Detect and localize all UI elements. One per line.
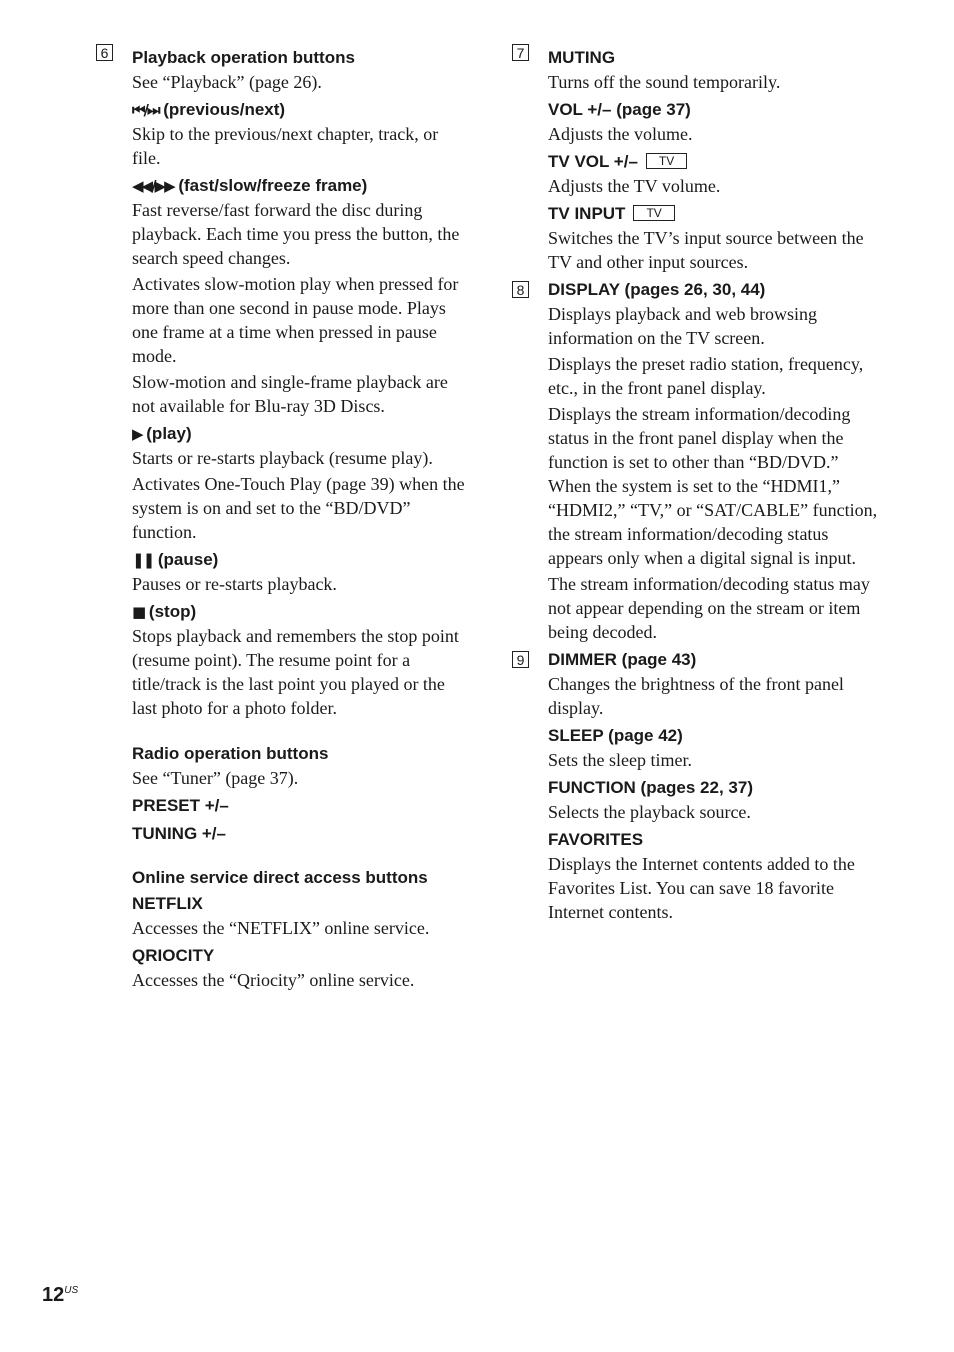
- netflix-heading: NETFLIX: [132, 894, 203, 913]
- section-number-7: 7: [512, 44, 529, 61]
- favorites-text: Displays the Internet contents added to the Favorites List. You can save 18 favorite Internet contents.: [548, 854, 855, 922]
- play-text-1: Starts or re-starts playback (resume play).: [132, 448, 433, 468]
- tvinput-heading: [548, 200, 884, 226]
- section-number-6: 6: [96, 44, 113, 61]
- section-number-8: 8: [512, 281, 529, 298]
- tvvol-label: TV VOL +/–: [548, 152, 638, 171]
- stop-heading: [132, 598, 468, 624]
- display-text-2: Displays the preset radio station, frequency, etc., in the front panel display.: [548, 354, 864, 398]
- fast-text-3: Slow-motion and single-frame playback are not available for Blu-ray 3D Discs.: [132, 372, 448, 416]
- prev-next-icon: ⏮/⏭: [132, 101, 159, 119]
- tvvol-text: Adjusts the TV volume.: [548, 176, 721, 196]
- stop-text: Stops playback and remembers the stop point (resume point). The resume point for a title/track is the last point you played or the last photo for a photo folder.: [132, 626, 459, 718]
- pause-icon: ❚❚: [132, 551, 154, 569]
- vol-heading: VOL +/– (page 37): [548, 100, 691, 119]
- page-number-value: 12: [42, 1284, 65, 1306]
- dimmer-heading: DIMMER (page 43): [548, 650, 697, 669]
- tv-badge: TV: [633, 205, 674, 221]
- pause-text: Pauses or re-starts playback.: [132, 574, 337, 594]
- dimmer-text: Changes the brightness of the front panel display.: [548, 674, 844, 718]
- fast-text-1: Fast reverse/fast forward the disc during playback. Each time you press the button, the search speed changes.: [132, 200, 460, 268]
- stop-icon: ■: [132, 603, 145, 621]
- display-text-1: Displays playback and web browsing information on the TV screen.: [548, 304, 817, 348]
- section-7: [512, 44, 884, 274]
- favorites-heading: FAVORITES: [548, 830, 644, 849]
- prevnext-label: (previous/next): [158, 100, 286, 119]
- right-column: [512, 44, 884, 926]
- rewind-forward-icon: ◀◀/▶▶: [132, 177, 174, 195]
- tuning-heading: TUNING +/–: [132, 824, 226, 843]
- section-number-9: 9: [512, 651, 529, 668]
- radio-see: See “Tuner” (page 37).: [132, 768, 299, 788]
- page-number: [42, 1284, 78, 1307]
- section-8: [512, 276, 884, 644]
- page-number-suffix: US: [64, 1285, 79, 1296]
- vol-text: Adjusts the volume.: [548, 124, 693, 144]
- netflix-text: Accesses the “NETFLIX” online service.: [132, 918, 430, 938]
- prevnext-heading: [132, 96, 468, 122]
- qriocity-heading: QRIOCITY: [132, 946, 215, 965]
- tvinput-label: TV INPUT: [548, 204, 626, 223]
- muting-heading: MUTING: [548, 48, 616, 67]
- play-label: (play): [141, 424, 192, 443]
- function-heading: FUNCTION (pages 22, 37): [548, 778, 753, 797]
- display-heading: DISPLAY (pages 26, 30, 44): [548, 280, 766, 299]
- fast-heading: [132, 172, 468, 198]
- sleep-heading: SLEEP (page 42): [548, 726, 683, 745]
- qriocity-text: Accesses the “Qriocity” online service.: [132, 970, 415, 990]
- stop-label: (stop): [144, 602, 197, 621]
- tvinput-text: Switches the TV’s input source between the TV and other input sources.: [548, 228, 864, 272]
- fast-text-2: Activates slow-motion play when pressed for more than one second in pause mode. Plays one frame at a time when pressed in pause mode.: [132, 274, 459, 366]
- tv-badge: TV: [646, 153, 687, 169]
- play-text-2: Activates One-Touch Play (page 39) when the system is on and set to the “BD/DVD” function.: [132, 474, 465, 542]
- online-heading: Online service direct access buttons: [132, 868, 428, 887]
- preset-heading: PRESET +/–: [132, 796, 229, 815]
- pause-heading: [132, 546, 468, 572]
- section-playback: [96, 44, 468, 992]
- play-heading: [132, 420, 468, 446]
- muting-text: Turns off the sound temporarily.: [548, 72, 781, 92]
- play-icon: ▶: [132, 425, 142, 443]
- playback-see: See “Playback” (page 26).: [132, 72, 322, 92]
- sleep-text: Sets the sleep timer.: [548, 750, 692, 770]
- display-text-3: Displays the stream information/decoding status in the front panel display when the function is set to other than “BD/DVD.” When the system is set to the “HDMI1,” “HDMI2,” “TV,” or “SAT/CABLE” function, the stream information/decoding status appears only when a digital signal is input.: [548, 404, 878, 568]
- pause-label: (pause): [153, 550, 219, 569]
- section-9: [512, 646, 884, 924]
- function-text: Selects the playback source.: [548, 802, 751, 822]
- playback-heading: Playback operation buttons: [132, 48, 355, 67]
- tvvol-heading: [548, 148, 884, 174]
- left-column: [96, 44, 468, 994]
- fast-label: (fast/slow/freeze frame): [173, 176, 368, 195]
- prevnext-text: Skip to the previous/next chapter, track, or file.: [132, 124, 439, 168]
- display-text-4: The stream information/decoding status may not appear depending on the stream or item being decoded.: [548, 574, 870, 642]
- radio-heading: Radio operation buttons: [132, 744, 329, 763]
